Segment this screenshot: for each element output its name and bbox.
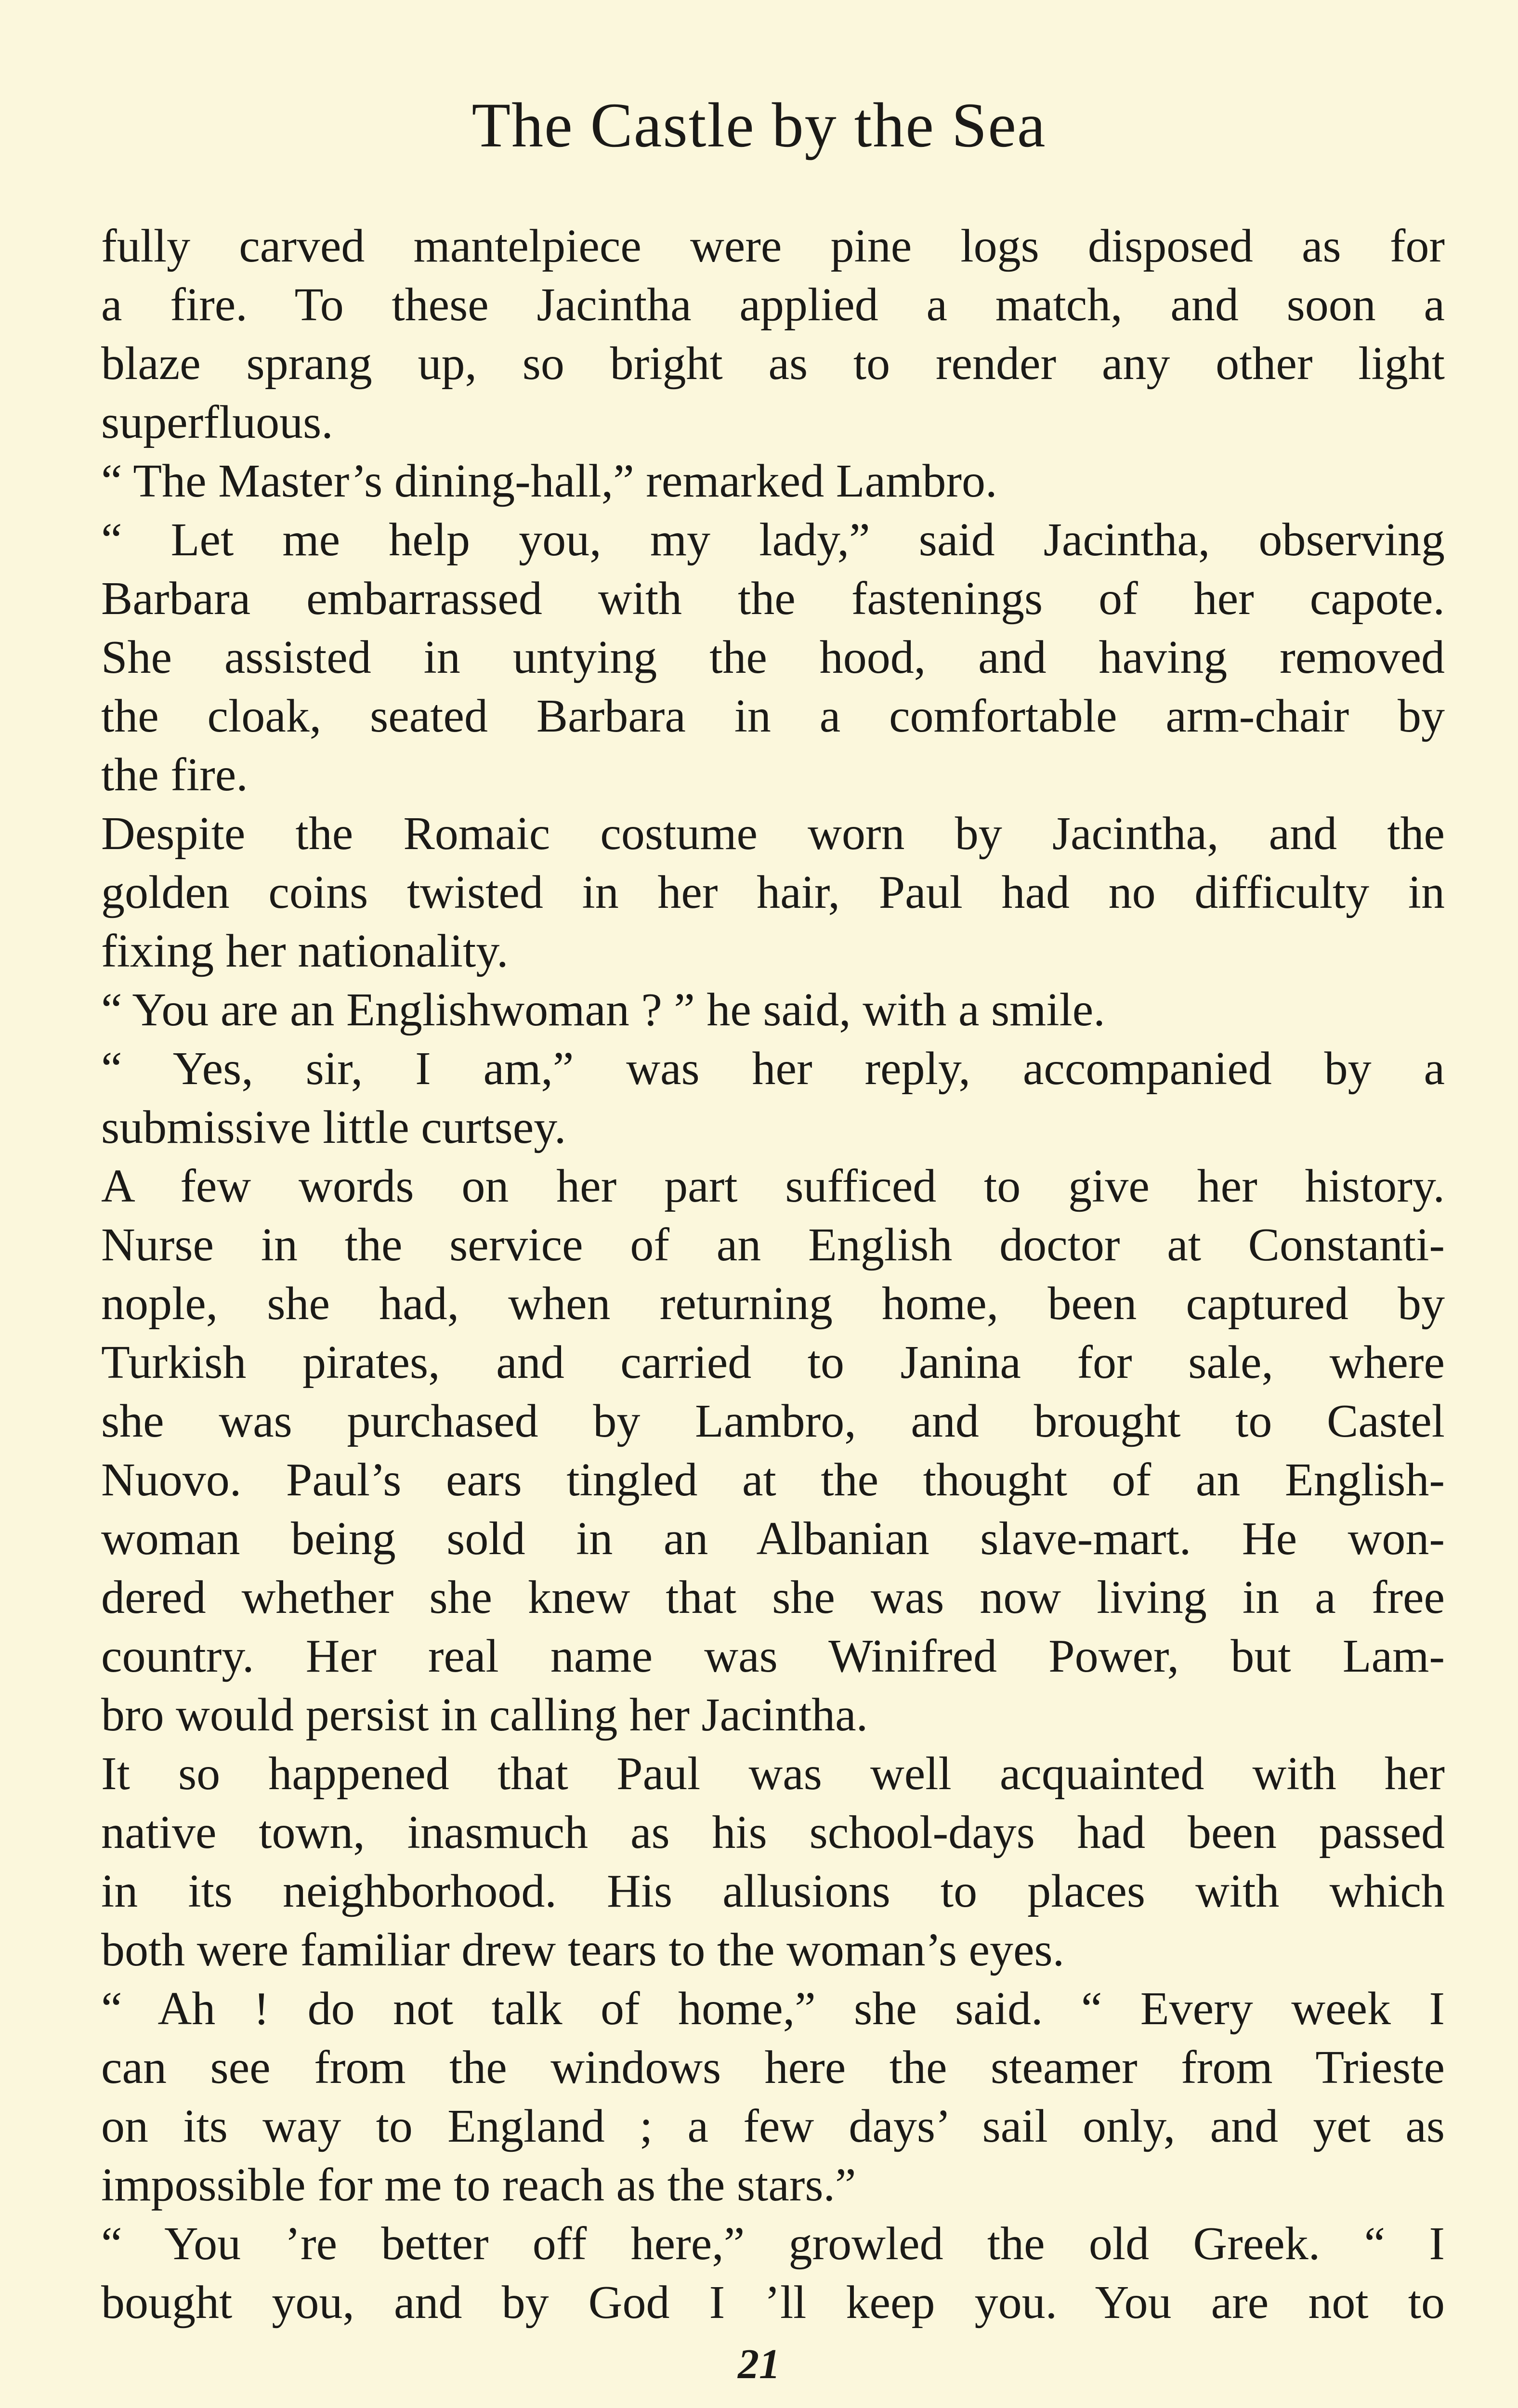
running-title: The Castle by the Sea bbox=[471, 90, 1047, 160]
text-line: nople, she had, when returning home, been captured by bbox=[101, 1278, 1445, 1330]
text-line: woman being sold in an Albanian slave-mart. He won- bbox=[101, 1513, 1445, 1565]
body-text bbox=[101, 217, 1445, 2332]
text-line: submissive little curtsey. bbox=[101, 1101, 566, 1153]
text-line: in its neighborhood. His allusions to places with which bbox=[101, 1865, 1445, 1917]
text-line: impossible for me to reach as the stars.” bbox=[101, 2159, 856, 2211]
text-line: on its way to England ; a few days’ sail only, and yet as bbox=[101, 2100, 1445, 2152]
text-line: blaze sprang up, so bright as to render any other light bbox=[101, 338, 1445, 390]
page-number: 21 bbox=[738, 2341, 780, 2388]
text-line: can see from the windows here the steamer from Trieste bbox=[101, 2042, 1445, 2094]
text-line: she was purchased by Lambro, and brought to Castel bbox=[101, 1395, 1445, 1447]
text-line: Turkish pirates, and carried to Janina for sale, where bbox=[101, 1336, 1445, 1388]
text-line: “ You ’re better off here,” growled the old Greek. “ I bbox=[101, 2218, 1445, 2270]
text-line: Nuovo. Paul’s ears tingled at the thought of an English- bbox=[101, 1454, 1445, 1506]
text-line: fixing her nationality. bbox=[101, 925, 509, 977]
text-line: Nurse in the service of an English doctor at Constanti- bbox=[101, 1219, 1445, 1271]
text-line: bought you, and by God I ’ll keep you. You are not to bbox=[101, 2277, 1445, 2329]
text-line: country. Her real name was Winifred Power, but Lam- bbox=[101, 1630, 1445, 1682]
text-line: both were familiar drew tears to the woman’s eyes. bbox=[101, 1924, 1065, 1976]
text-line: She assisted in untying the hood, and having removed bbox=[101, 631, 1445, 683]
text-line: “ You are an Englishwoman ? ” he said, with a smile. bbox=[101, 984, 1105, 1036]
text-line: a fire. To these Jacintha applied a match, and soon a bbox=[101, 279, 1445, 331]
text-line: dered whether she knew that she was now living in a free bbox=[101, 1571, 1445, 1623]
text-line: the fire. bbox=[101, 749, 248, 801]
text-line: “ The Master’s dining-hall,” remarked Lambro. bbox=[101, 455, 997, 507]
text-line: “ Yes, sir, I am,” was her reply, accompanied by a bbox=[101, 1043, 1445, 1095]
text-line: golden coins twisted in her hair, Paul had no difficulty in bbox=[101, 866, 1445, 918]
text-line: native town, inasmuch as his school-days had been passed bbox=[101, 1806, 1445, 1858]
text-line: Despite the Romaic costume worn by Jacintha, and the bbox=[101, 808, 1445, 860]
text-line: It so happened that Paul was well acquainted with her bbox=[101, 1748, 1445, 1800]
text-line: the cloak, seated Barbara in a comfortable arm-chair by bbox=[101, 690, 1445, 742]
text-line: superfluous. bbox=[101, 396, 333, 448]
text-line: “ Ah ! do not talk of home,” she said. “ Every week I bbox=[101, 1983, 1445, 2035]
text-line: A few words on her part sufficed to give her history. bbox=[101, 1160, 1445, 1212]
text-line: fully carved mantelpiece were pine logs disposed as for bbox=[101, 220, 1445, 272]
text-line: “ Let me help you, my lady,” said Jacintha, observing bbox=[101, 514, 1445, 566]
text-line: Barbara embarrassed with the fastenings of her capote. bbox=[101, 573, 1445, 625]
text-line: bro would persist in calling her Jacintha. bbox=[101, 1689, 868, 1741]
